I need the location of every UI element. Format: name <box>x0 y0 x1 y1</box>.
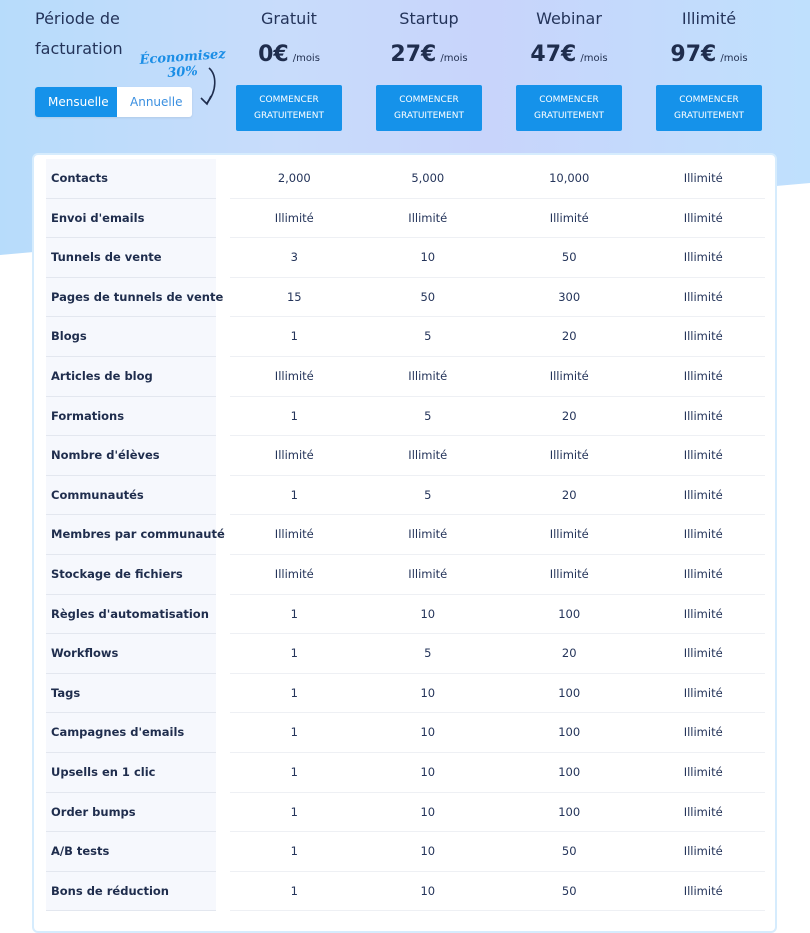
feature-value: Illimité <box>549 368 589 383</box>
feature-value: 10 <box>420 764 436 779</box>
plan-price <box>656 41 762 69</box>
plan-0 <box>236 6 342 131</box>
table-row <box>230 238 765 278</box>
plan-price <box>236 41 342 69</box>
feature-label: Règles d'automatisation <box>46 595 216 635</box>
feature-value: 1 <box>290 764 298 779</box>
feature-value: Illimité <box>683 408 723 423</box>
feature-value: Illimité <box>274 210 314 225</box>
feature-value: Illimité <box>274 527 314 542</box>
feature-label: Contacts <box>46 159 216 199</box>
billing-period-label: Période de facturation <box>35 9 123 58</box>
feature-value: 10 <box>420 250 436 265</box>
feature-label: Bons de réduction <box>46 872 216 912</box>
feature-label: Nombre d'élèves <box>46 436 216 476</box>
plan-price-amount: 0€ <box>258 42 289 67</box>
plan-price-amount: 97€ <box>670 42 717 67</box>
table-row <box>230 278 765 318</box>
save-badge-line2: 30% <box>166 63 199 82</box>
feature-value: 50 <box>561 844 577 859</box>
feature-value: 2,000 <box>277 171 311 185</box>
feature-label: Stockage de fichiers <box>46 555 216 595</box>
feature-label: Envoi d'emails <box>46 199 216 239</box>
feature-value: Illimité <box>683 368 723 383</box>
start-free-button[interactable]: COMMENCER GRATUITEMENT <box>516 85 622 131</box>
feature-value: 50 <box>561 250 577 265</box>
feature-value: Illimité <box>683 804 723 819</box>
feature-value: 5 <box>424 329 432 344</box>
plan-3 <box>656 6 762 131</box>
start-free-button[interactable]: COMMENCER GRATUITEMENT <box>656 85 762 131</box>
feature-value: Illimité <box>549 527 589 542</box>
feature-value: Illimité <box>683 250 723 265</box>
feature-value: Illimité <box>683 487 723 502</box>
feature-value: 100 <box>558 685 581 700</box>
feature-label: Workflows <box>46 634 216 674</box>
feature-value: 1 <box>290 329 298 344</box>
feature-value: Illimité <box>408 368 448 383</box>
feature-value: 1 <box>290 883 298 898</box>
feature-value: Illimité <box>549 448 589 463</box>
feature-label: Order bumps <box>46 793 216 833</box>
save-badge-line1: Économisez <box>139 46 227 68</box>
plan-price-period: /mois <box>580 53 608 64</box>
feature-value: 5 <box>424 646 432 661</box>
billing-toggle <box>35 87 192 117</box>
feature-value: 5 <box>424 408 432 423</box>
table-row <box>230 753 765 793</box>
feature-value: 20 <box>561 408 577 423</box>
feature-value: Illimité <box>683 527 723 542</box>
feature-value: 10 <box>420 883 436 898</box>
feature-value: 10 <box>420 725 436 740</box>
feature-value: 100 <box>558 764 581 779</box>
feature-label: Tags <box>46 674 216 714</box>
curved-arrow-icon <box>195 65 225 110</box>
table-row <box>230 476 765 516</box>
table-row <box>230 159 765 199</box>
plan-name: Webinar <box>536 9 602 28</box>
feature-value: Illimité <box>683 646 723 661</box>
feature-value: 1 <box>290 646 298 661</box>
table-row <box>230 634 765 674</box>
feature-value: Illimité <box>408 210 448 225</box>
feature-value: Illimité <box>408 448 448 463</box>
feature-label: Communautés <box>46 476 216 516</box>
table-row <box>230 397 765 437</box>
feature-value: 10 <box>420 804 436 819</box>
feature-value: Illimité <box>683 883 723 898</box>
feature-value: 1 <box>290 844 298 859</box>
billing-yearly-option[interactable]: Annuelle <box>117 87 192 117</box>
table-row <box>230 832 765 872</box>
plan-price-period: /mois <box>440 53 468 64</box>
table-row <box>230 436 765 476</box>
feature-value: 10 <box>420 606 436 621</box>
feature-value: Illimité <box>683 685 723 700</box>
table-row <box>230 674 765 714</box>
feature-value: Illimité <box>683 844 723 859</box>
plan-price-period: /mois <box>720 53 748 64</box>
feature-value: Illimité <box>683 764 723 779</box>
feature-values-column <box>230 159 765 911</box>
features-table <box>32 153 777 933</box>
plan-1 <box>376 6 482 131</box>
feature-label: Campagnes d'emails <box>46 713 216 753</box>
feature-value: 1 <box>290 725 298 740</box>
feature-label: Tunnels de vente <box>46 238 216 278</box>
plan-name: Illimité <box>681 9 737 28</box>
table-row <box>230 595 765 635</box>
feature-value: Illimité <box>683 171 723 185</box>
feature-value: 100 <box>558 804 581 819</box>
billing-monthly-option[interactable]: Mensuelle <box>35 87 117 117</box>
feature-value: 100 <box>558 725 581 740</box>
plan-price-amount: 47€ <box>530 42 577 67</box>
feature-value: Illimité <box>683 725 723 740</box>
feature-value: Illimité <box>683 210 723 225</box>
feature-label: A/B tests <box>46 832 216 872</box>
feature-value: 1 <box>290 408 298 423</box>
feature-value: 20 <box>561 487 577 502</box>
table-row <box>230 317 765 357</box>
table-row <box>230 555 765 595</box>
plan-name: Gratuit <box>261 9 317 28</box>
feature-value: 1 <box>290 685 298 700</box>
table-row <box>230 713 765 753</box>
feature-value: Illimité <box>408 566 448 581</box>
start-free-button[interactable]: COMMENCER GRATUITEMENT <box>376 85 482 131</box>
feature-value: 1 <box>290 804 298 819</box>
feature-value: 10,000 <box>549 171 590 185</box>
feature-label: Membres par communauté <box>46 515 216 555</box>
feature-value: 100 <box>558 606 581 621</box>
feature-value: 5 <box>424 487 432 502</box>
feature-value: Illimité <box>274 566 314 581</box>
plan-price <box>516 41 622 69</box>
feature-value: Illimité <box>683 448 723 463</box>
feature-value: Illimité <box>683 289 723 304</box>
feature-value: Illimité <box>683 566 723 581</box>
feature-value: 1 <box>290 606 298 621</box>
feature-value: Illimité <box>683 329 723 344</box>
table-row <box>230 515 765 555</box>
feature-value: Illimité <box>549 566 589 581</box>
feature-label: Blogs <box>46 317 216 357</box>
start-free-button[interactable]: COMMENCER GRATUITEMENT <box>236 85 342 131</box>
feature-labels-column <box>46 159 225 911</box>
feature-label: Formations <box>46 397 216 437</box>
feature-label: Pages de tunnels de vente <box>46 278 216 318</box>
feature-label: Articles de blog <box>46 357 216 397</box>
plan-2 <box>516 6 622 131</box>
feature-value: 20 <box>561 329 577 344</box>
feature-label: Upsells en 1 clic <box>46 753 216 793</box>
feature-value: 20 <box>561 646 577 661</box>
feature-value: Illimité <box>683 606 723 621</box>
feature-value: 15 <box>286 289 302 304</box>
table-row <box>230 357 765 397</box>
table-row <box>230 872 765 912</box>
plan-price-period: /mois <box>292 53 320 64</box>
feature-value: 300 <box>558 289 581 304</box>
feature-value: Illimité <box>549 210 589 225</box>
plan-price <box>376 41 482 69</box>
feature-value: 50 <box>420 289 436 304</box>
feature-value: Illimité <box>408 527 448 542</box>
feature-value: Illimité <box>274 368 314 383</box>
feature-value: 50 <box>561 883 577 898</box>
table-row <box>230 793 765 833</box>
feature-value: 10 <box>420 685 436 700</box>
table-row <box>230 199 765 239</box>
feature-value: 3 <box>290 250 298 265</box>
feature-value: 5,000 <box>411 171 445 185</box>
plan-name: Startup <box>399 9 459 28</box>
feature-value: 10 <box>420 844 436 859</box>
feature-value: 1 <box>290 487 298 502</box>
feature-value: Illimité <box>274 448 314 463</box>
plan-price-amount: 27€ <box>390 42 437 67</box>
